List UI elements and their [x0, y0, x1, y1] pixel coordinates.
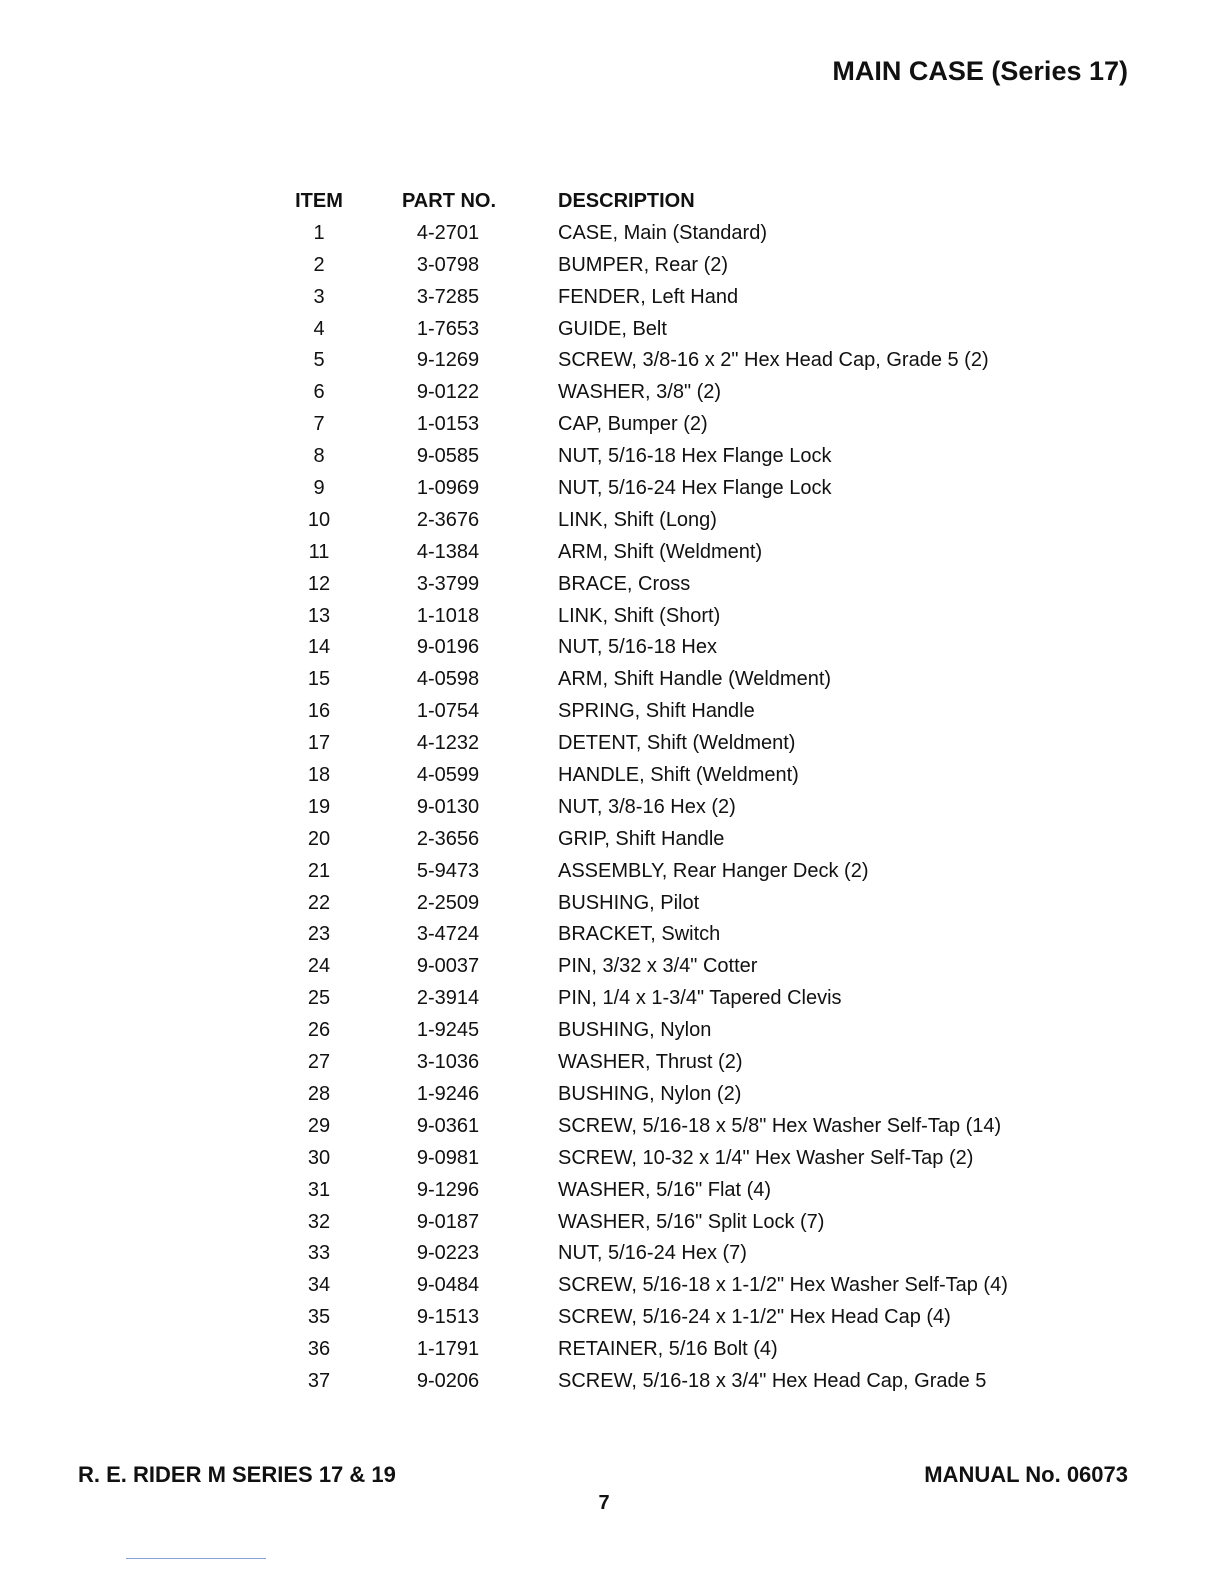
row-description: GRIP, Shift Handle: [558, 827, 725, 850]
row-description: RETAINER, 5/16 Bolt (4): [558, 1338, 778, 1361]
row-item-number: 10: [307, 508, 331, 531]
row-item-number: 18: [307, 764, 331, 787]
table-row: [288, 536, 1048, 568]
row-description: LINK, Shift (Long): [558, 508, 717, 531]
row-description: SPRING, Shift Handle: [558, 700, 755, 723]
row-part-number: 9-0130: [416, 795, 480, 818]
row-part-number: 1-0754: [416, 700, 480, 723]
page-number: 7: [598, 1492, 610, 1514]
row-item-number: 7: [313, 413, 325, 436]
table-row: [288, 1206, 1048, 1238]
table-row: [288, 950, 1048, 982]
row-description: GUIDE, Belt: [558, 317, 667, 340]
row-description: PIN, 1/4 x 1-3/4" Tapered Clevis: [558, 987, 842, 1010]
row-description: PIN, 3/32 x 3/4" Cotter: [558, 955, 758, 978]
row-description: SCREW, 10-32 x 1/4" Hex Washer Self-Tap (2): [558, 1146, 974, 1169]
row-part-number: 9-0361: [416, 1114, 480, 1137]
row-part-number: 4-1232: [416, 732, 480, 755]
row-item-number: 8: [313, 445, 325, 468]
table-row: [288, 823, 1048, 855]
row-description: BRACE, Cross: [558, 572, 691, 595]
table-row: [288, 1174, 1048, 1206]
row-description: NUT, 5/16-24 Hex (7): [558, 1242, 747, 1265]
row-item-number: 19: [307, 795, 331, 818]
row-description: ASSEMBLY, Rear Hanger Deck (2): [558, 859, 869, 882]
row-description: WASHER, 5/16" Split Lock (7): [558, 1210, 825, 1233]
row-item-number: 25: [307, 987, 331, 1010]
row-part-number: 9-0206: [416, 1369, 480, 1392]
row-item-number: 12: [307, 572, 331, 595]
row-part-number: 9-0585: [416, 445, 480, 468]
row-item-number: 4: [313, 317, 325, 340]
row-item-number: 14: [307, 636, 331, 659]
row-item-number: 31: [307, 1178, 331, 1201]
row-item-number: 1: [313, 221, 325, 244]
row-part-number: 4-1384: [416, 540, 480, 563]
row-description: HANDLE, Shift (Weldment): [558, 764, 799, 787]
row-part-number: 1-0153: [416, 413, 480, 436]
row-part-number: 9-0484: [416, 1274, 480, 1297]
row-part-number: 4-0598: [416, 668, 480, 691]
table-row: [288, 1333, 1048, 1365]
footer-product-name: R. E. RIDER M SERIES 17 & 19: [78, 1462, 396, 1487]
table-row: [288, 1078, 1048, 1110]
row-item-number: 32: [307, 1210, 331, 1233]
table-row: [288, 1237, 1048, 1269]
row-part-number: 3-7285: [416, 285, 480, 308]
row-item-number: 28: [307, 1082, 331, 1105]
row-part-number: 9-1269: [416, 349, 480, 372]
row-description: DETENT, Shift (Weldment): [558, 732, 796, 755]
table-row: [288, 1269, 1048, 1301]
row-item-number: 36: [307, 1338, 331, 1361]
row-description: CAP, Bumper (2): [558, 413, 708, 436]
table-row: [288, 344, 1048, 376]
row-part-number: 9-0187: [416, 1210, 480, 1233]
row-item-number: 29: [307, 1114, 331, 1137]
row-item-number: 5: [313, 349, 325, 372]
table-row: [288, 663, 1048, 695]
row-item-number: 26: [307, 1019, 331, 1042]
table-row: [288, 249, 1048, 281]
table-row: [288, 281, 1048, 313]
row-item-number: 16: [307, 700, 331, 723]
row-item-number: 27: [307, 1051, 331, 1074]
table-row: [288, 918, 1048, 950]
row-part-number: 3-3799: [416, 572, 480, 595]
table-body: [288, 217, 1048, 1397]
page-title: MAIN CASE (Series 17): [832, 56, 1128, 86]
table-row: [288, 472, 1048, 504]
row-part-number: 1-1791: [416, 1338, 480, 1361]
row-description: WASHER, 3/8" (2): [558, 381, 722, 404]
row-item-number: 17: [307, 732, 331, 755]
column-header-item: ITEM: [295, 190, 343, 212]
row-description: SCREW, 5/16-18 x 3/4" Hex Head Cap, Grade 5: [558, 1369, 987, 1392]
table-row: [288, 1301, 1048, 1333]
table-row: [288, 600, 1048, 632]
row-part-number: 1-9246: [416, 1082, 480, 1105]
table-row: [288, 568, 1048, 600]
row-description: LINK, Shift (Short): [558, 604, 721, 627]
row-part-number: 5-9473: [416, 859, 480, 882]
row-description: NUT, 5/16-18 Hex Flange Lock: [558, 445, 832, 468]
table-row: [288, 695, 1048, 727]
row-description: WASHER, Thrust (2): [558, 1051, 743, 1074]
column-header-part-no: PART NO.: [401, 190, 497, 212]
table-row: [288, 408, 1048, 440]
footer-manual-number: MANUAL No. 06073: [924, 1462, 1128, 1487]
row-part-number: 2-3914: [416, 987, 480, 1010]
row-part-number: 1-7653: [416, 317, 480, 340]
row-description: SCREW, 5/16-18 x 5/8" Hex Washer Self-Tap (14): [558, 1114, 1002, 1137]
row-item-number: 35: [307, 1306, 331, 1329]
table-row: [288, 791, 1048, 823]
row-item-number: 3: [313, 285, 325, 308]
row-description: NUT, 3/8-16 Hex (2): [558, 795, 736, 818]
scan-edge-line: [126, 1558, 266, 1559]
table-row: [288, 727, 1048, 759]
row-part-number: 1-0969: [416, 477, 480, 500]
table-row: [288, 1014, 1048, 1046]
row-part-number: 9-0037: [416, 955, 480, 978]
row-description: NUT, 5/16-18 Hex: [558, 636, 717, 659]
table-row: [288, 217, 1048, 249]
row-part-number: 2-2509: [416, 891, 480, 914]
row-part-number: 9-0122: [416, 381, 480, 404]
row-part-number: 9-0981: [416, 1146, 480, 1169]
row-item-number: 21: [307, 859, 331, 882]
row-item-number: 11: [308, 540, 330, 563]
parts-table: [288, 185, 1048, 1397]
table-row: [288, 1365, 1048, 1397]
row-item-number: 34: [307, 1274, 331, 1297]
row-part-number: 9-1513: [416, 1306, 480, 1329]
row-description: BUMPER, Rear (2): [558, 253, 729, 276]
row-description: CASE, Main (Standard): [558, 221, 767, 244]
table-row: [288, 313, 1048, 345]
row-part-number: 1-9245: [416, 1019, 480, 1042]
row-item-number: 30: [307, 1146, 331, 1169]
row-description: SCREW, 3/8-16 x 2" Hex Head Cap, Grade 5 (2): [558, 349, 989, 372]
row-part-number: 9-1296: [416, 1178, 480, 1201]
row-item-number: 13: [307, 604, 331, 627]
row-description: BUSHING, Nylon (2): [558, 1082, 742, 1105]
column-header-description: DESCRIPTION: [558, 190, 695, 212]
row-item-number: 2: [313, 253, 325, 276]
row-item-number: 15: [307, 668, 331, 691]
row-description: NUT, 5/16-24 Hex Flange Lock: [558, 477, 832, 500]
row-description: FENDER, Left Hand: [558, 285, 739, 308]
table-row: [288, 982, 1048, 1014]
row-item-number: 33: [307, 1242, 331, 1265]
row-description: WASHER, 5/16" Flat (4): [558, 1178, 772, 1201]
row-part-number: 2-3676: [416, 508, 480, 531]
row-part-number: 2-3656: [416, 827, 480, 850]
row-item-number: 20: [307, 827, 331, 850]
table-row: [288, 855, 1048, 887]
table-row: [288, 1046, 1048, 1078]
row-description: BRACKET, Switch: [558, 923, 721, 946]
row-item-number: 9: [313, 477, 325, 500]
row-description: ARM, Shift (Weldment): [558, 540, 763, 563]
row-part-number: 3-4724: [416, 923, 480, 946]
row-part-number: 4-2701: [416, 221, 480, 244]
table-row: [288, 631, 1048, 663]
table-row: [288, 887, 1048, 919]
row-description: SCREW, 5/16-18 x 1-1/2" Hex Washer Self-Tap (4): [558, 1274, 1008, 1297]
row-item-number: 6: [313, 381, 325, 404]
table-row: [288, 759, 1048, 791]
table-row: [288, 1142, 1048, 1174]
row-part-number: 1-1018: [416, 604, 480, 627]
table-row: [288, 376, 1048, 408]
table-row: [288, 1110, 1048, 1142]
row-item-number: 24: [307, 955, 331, 978]
row-item-number: 23: [307, 923, 331, 946]
row-part-number: 9-0223: [416, 1242, 480, 1265]
row-description: BUSHING, Nylon: [558, 1019, 712, 1042]
table-header-row: [288, 185, 1048, 217]
row-item-number: 22: [307, 891, 331, 914]
row-part-number: 9-0196: [416, 636, 480, 659]
row-description: SCREW, 5/16-24 x 1-1/2" Hex Head Cap (4): [558, 1306, 951, 1329]
table-row: [288, 440, 1048, 472]
row-description: ARM, Shift Handle (Weldment): [558, 668, 832, 691]
row-part-number: 3-1036: [416, 1051, 480, 1074]
table-row: [288, 504, 1048, 536]
row-item-number: 37: [307, 1369, 331, 1392]
row-part-number: 3-0798: [416, 253, 480, 276]
row-part-number: 4-0599: [416, 764, 480, 787]
row-description: BUSHING, Pilot: [558, 891, 700, 914]
